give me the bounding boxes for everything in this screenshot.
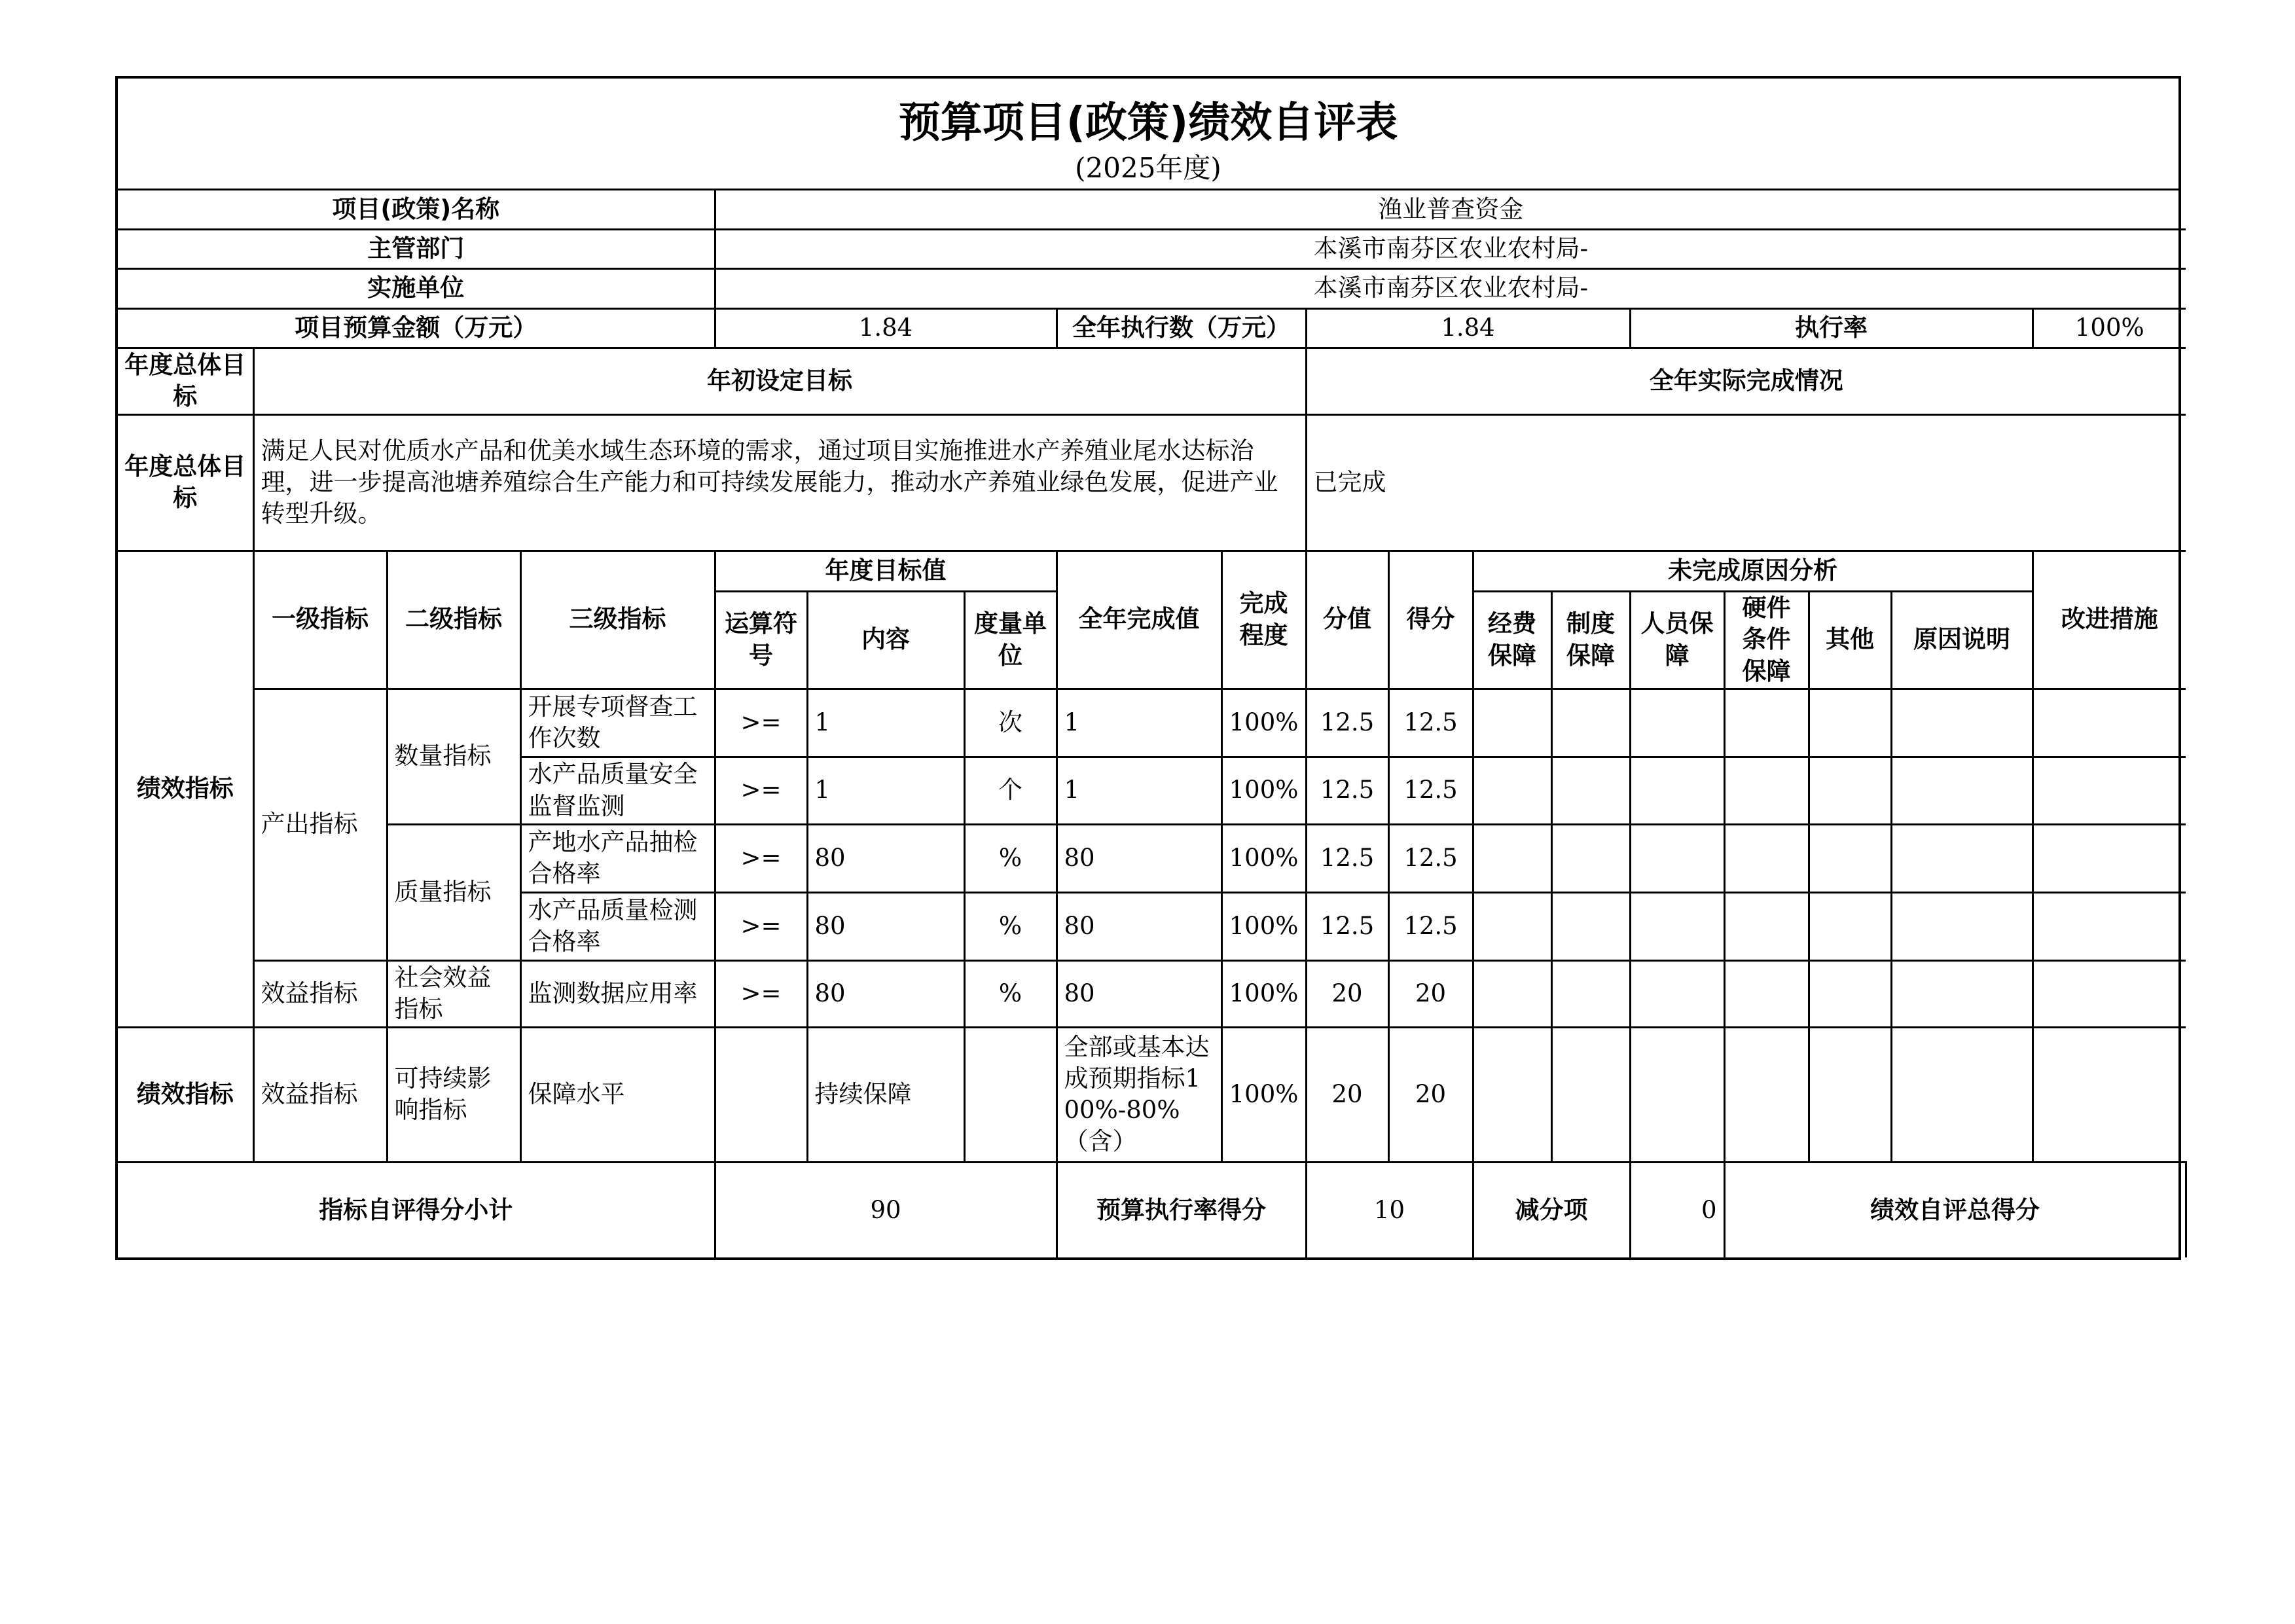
footer-row: [118, 1162, 2186, 1257]
content-cell: 80: [807, 824, 964, 892]
dept-row: [118, 229, 2186, 268]
op-cell: >=: [715, 757, 807, 824]
content-cell: 1: [807, 689, 964, 757]
page-subtitle: (2025年度): [1075, 152, 1221, 184]
goal-label: 年度总体目标: [118, 414, 253, 550]
self-evaluation-sheet: [115, 76, 2181, 1260]
empty-cell: [1473, 824, 1551, 892]
l1-output: 产出指标: [253, 689, 387, 960]
empty-cell: [2033, 892, 2186, 960]
reason-staff-header: 人员保障: [1630, 591, 1724, 689]
value-cell: 12.5: [1306, 757, 1388, 824]
l1-benefit: 效益指标: [253, 1027, 387, 1162]
degree-header: 完成程度: [1221, 550, 1306, 689]
actual-cell: 80: [1057, 960, 1221, 1027]
reason-system-header: 制度保障: [1551, 591, 1630, 689]
empty-cell: [1630, 1027, 1724, 1162]
budget-row: [118, 308, 2186, 348]
rate-score-label: 预算执行率得分: [1057, 1162, 1306, 1257]
executed-label: 全年执行数（万元）: [1057, 308, 1306, 348]
l3-cell: 监测数据应用率: [520, 960, 715, 1027]
unit-cell: %: [964, 824, 1057, 892]
score-cell: 12.5: [1388, 689, 1473, 757]
empty-cell: [2033, 960, 2186, 1027]
goal-content-row: [118, 414, 2186, 550]
value-cell: 20: [1306, 960, 1388, 1027]
unit-cell: %: [964, 892, 1057, 960]
improve-header: 改进措施: [2033, 550, 2186, 689]
perf-indicator-label: 绩效指标: [118, 1027, 253, 1162]
l3-cell: 水产品质量检测合格率: [520, 892, 715, 960]
op-cell: >=: [715, 892, 807, 960]
project-name-row: [118, 190, 2186, 229]
project-name-value: 渔业普查资金: [715, 190, 2186, 229]
empty-cell: [1809, 757, 1891, 824]
l2-sustain: 可持续影响指标: [387, 1027, 520, 1162]
empty-cell: [1809, 1027, 1891, 1162]
empty-cell: [1891, 1027, 2033, 1162]
empty-cell: [1724, 824, 1809, 892]
empty-cell: [1809, 824, 1891, 892]
empty-cell: [1473, 960, 1551, 1027]
goal-label: 年度总体目标: [118, 348, 253, 414]
score-cell: 20: [1388, 1027, 1473, 1162]
empty-cell: [1724, 960, 1809, 1027]
rate-value: 100%: [2033, 308, 2186, 348]
empty-cell: [1551, 689, 1630, 757]
l2-quality: 质量指标: [387, 824, 520, 960]
empty-cell: [1551, 757, 1630, 824]
empty-cell: [1473, 892, 1551, 960]
empty-cell: [2033, 689, 2186, 757]
actual-cell: 1: [1057, 757, 1221, 824]
empty-cell: [1630, 689, 1724, 757]
value-cell: 20: [1306, 1027, 1388, 1162]
unit-cell: 个: [964, 757, 1057, 824]
empty-cell: [1809, 689, 1891, 757]
actual-cell: 80: [1057, 824, 1221, 892]
value-cell: 12.5: [1306, 824, 1388, 892]
empty-cell: [2033, 757, 2186, 824]
empty-cell: [1891, 689, 2033, 757]
empty-cell: [1630, 824, 1724, 892]
op-cell: >=: [715, 689, 807, 757]
degree-cell: 100%: [1221, 1027, 1306, 1162]
subtotal-value: 90: [715, 1162, 1057, 1257]
empty-cell: [1891, 892, 2033, 960]
l1-benefit: 效益指标: [253, 960, 387, 1027]
empty-cell: [1891, 824, 2033, 892]
empty-cell: [1551, 1027, 1630, 1162]
reason-hardware-header: 硬件条件保障: [1724, 591, 1809, 689]
table-row: [118, 1027, 2186, 1162]
goal-header-row: [118, 348, 2186, 414]
degree-cell: 100%: [1221, 824, 1306, 892]
deduct-value: 0: [1630, 1162, 1724, 1257]
empty-cell: [1551, 824, 1630, 892]
score-cell: 12.5: [1388, 757, 1473, 824]
l3-cell: 水产品质量安全监督监测: [520, 757, 715, 824]
empty-cell: [1630, 892, 1724, 960]
content-cell: 80: [807, 960, 964, 1027]
empty-cell: [1724, 892, 1809, 960]
goal-initial-header: 年初设定目标: [253, 348, 1306, 414]
budget-label: 项目预算金额（万元）: [118, 308, 715, 348]
target-header: 年度目标值: [715, 550, 1057, 591]
title-area: [118, 79, 2178, 190]
degree-cell: 100%: [1221, 960, 1306, 1027]
unit-cell: %: [964, 960, 1057, 1027]
score-cell: 20: [1388, 960, 1473, 1027]
empty-cell: [1473, 689, 1551, 757]
rate-label: 执行率: [1630, 308, 2033, 348]
empty-cell: [2033, 824, 2186, 892]
empty-cell: [1551, 960, 1630, 1027]
actual-cell: 全部或基本达成预期指标100%-80%（含）: [1057, 1027, 1221, 1162]
l3-cell: 保障水平: [520, 1027, 715, 1162]
empty-cell: [2033, 1027, 2186, 1162]
actual-cell: 1: [1057, 689, 1221, 757]
unit-row: [118, 268, 2186, 308]
l1-header: 一级指标: [253, 550, 387, 689]
unit-value: 本溪市南芬区农业农村局-: [715, 268, 2186, 308]
op-cell: >=: [715, 960, 807, 1027]
rate-score-value: 10: [1306, 1162, 1473, 1257]
op-cell: [715, 1027, 807, 1162]
l3-cell: 开展专项督查工作次数: [520, 689, 715, 757]
score-cell: 12.5: [1388, 892, 1473, 960]
empty-cell: [1724, 1027, 1809, 1162]
actual-cell: 80: [1057, 892, 1221, 960]
empty-cell: [1630, 960, 1724, 1027]
executed-value: 1.84: [1306, 308, 1630, 348]
content-cell: 持续保障: [807, 1027, 964, 1162]
unit-cell: [964, 1027, 1057, 1162]
empty-cell: [1891, 757, 2033, 824]
total-label: 绩效自评总得分: [1724, 1162, 2186, 1257]
subtotal-label: 指标自评得分小计: [118, 1162, 715, 1257]
op-header: 运算符号: [715, 591, 807, 689]
goal-initial-text: 满足人民对优质水产品和优美水域生态环境的需求，通过项目实施推进水产养殖业尾水达标治理，进一步提高池塘养殖综合生产能力和可持续发展能力，推动水产养殖业绿色发展，促进产业转型升级。: [253, 414, 1306, 550]
project-name-label: 项目(政策)名称: [118, 190, 715, 229]
degree-cell: 100%: [1221, 892, 1306, 960]
score-header: 得分: [1388, 550, 1473, 689]
empty-cell: [1809, 960, 1891, 1027]
empty-cell: [1724, 757, 1809, 824]
l3-cell: 产地水产品抽检合格率: [520, 824, 715, 892]
unit-cell: 次: [964, 689, 1057, 757]
op-cell: >=: [715, 824, 807, 892]
indicator-header-row-1: [118, 550, 2186, 591]
perf-indicator-label: 绩效指标: [118, 550, 253, 1027]
empty-cell: [1551, 892, 1630, 960]
reason-other-header: 其他: [1809, 591, 1891, 689]
empty-cell: [1630, 757, 1724, 824]
degree-cell: 100%: [1221, 689, 1306, 757]
goal-actual-text: 已完成: [1306, 414, 2186, 550]
score-value-header: 分值: [1306, 550, 1388, 689]
l2-quantity: 数量指标: [387, 689, 520, 824]
value-cell: 12.5: [1306, 689, 1388, 757]
empty-cell: [1809, 892, 1891, 960]
empty-cell: [1473, 1027, 1551, 1162]
score-cell: 12.5: [1388, 824, 1473, 892]
unit-label: 实施单位: [118, 268, 715, 308]
content-header: 内容: [807, 591, 964, 689]
unit-header: 度量单位: [964, 591, 1057, 689]
dept-value: 本溪市南芬区农业农村局-: [715, 229, 2186, 268]
table-row: [118, 689, 2186, 757]
goal-actual-header: 全年实际完成情况: [1306, 348, 2186, 414]
content-cell: 1: [807, 757, 964, 824]
deduct-label: 减分项: [1473, 1162, 1630, 1257]
dept-label: 主管部门: [118, 229, 715, 268]
degree-cell: 100%: [1221, 757, 1306, 824]
reason-fund-header: 经费保障: [1473, 591, 1551, 689]
actual-header: 全年完成值: [1057, 550, 1221, 689]
page-title: 预算项目(政策)绩效自评表: [898, 99, 1398, 147]
reason-header: 未完成原因分析: [1473, 550, 2033, 591]
l2-header: 二级指标: [387, 550, 520, 689]
l3-header: 三级指标: [520, 550, 715, 689]
empty-cell: [1891, 960, 2033, 1027]
table-row: [118, 960, 2186, 1027]
l2-social: 社会效益指标: [387, 960, 520, 1027]
table-row: [118, 824, 2186, 892]
evaluation-table: [118, 190, 2186, 1257]
budget-value: 1.84: [715, 308, 1057, 348]
content-cell: 80: [807, 892, 964, 960]
value-cell: 12.5: [1306, 892, 1388, 960]
empty-cell: [1724, 689, 1809, 757]
reason-desc-header: 原因说明: [1891, 591, 2033, 689]
empty-cell: [1473, 757, 1551, 824]
